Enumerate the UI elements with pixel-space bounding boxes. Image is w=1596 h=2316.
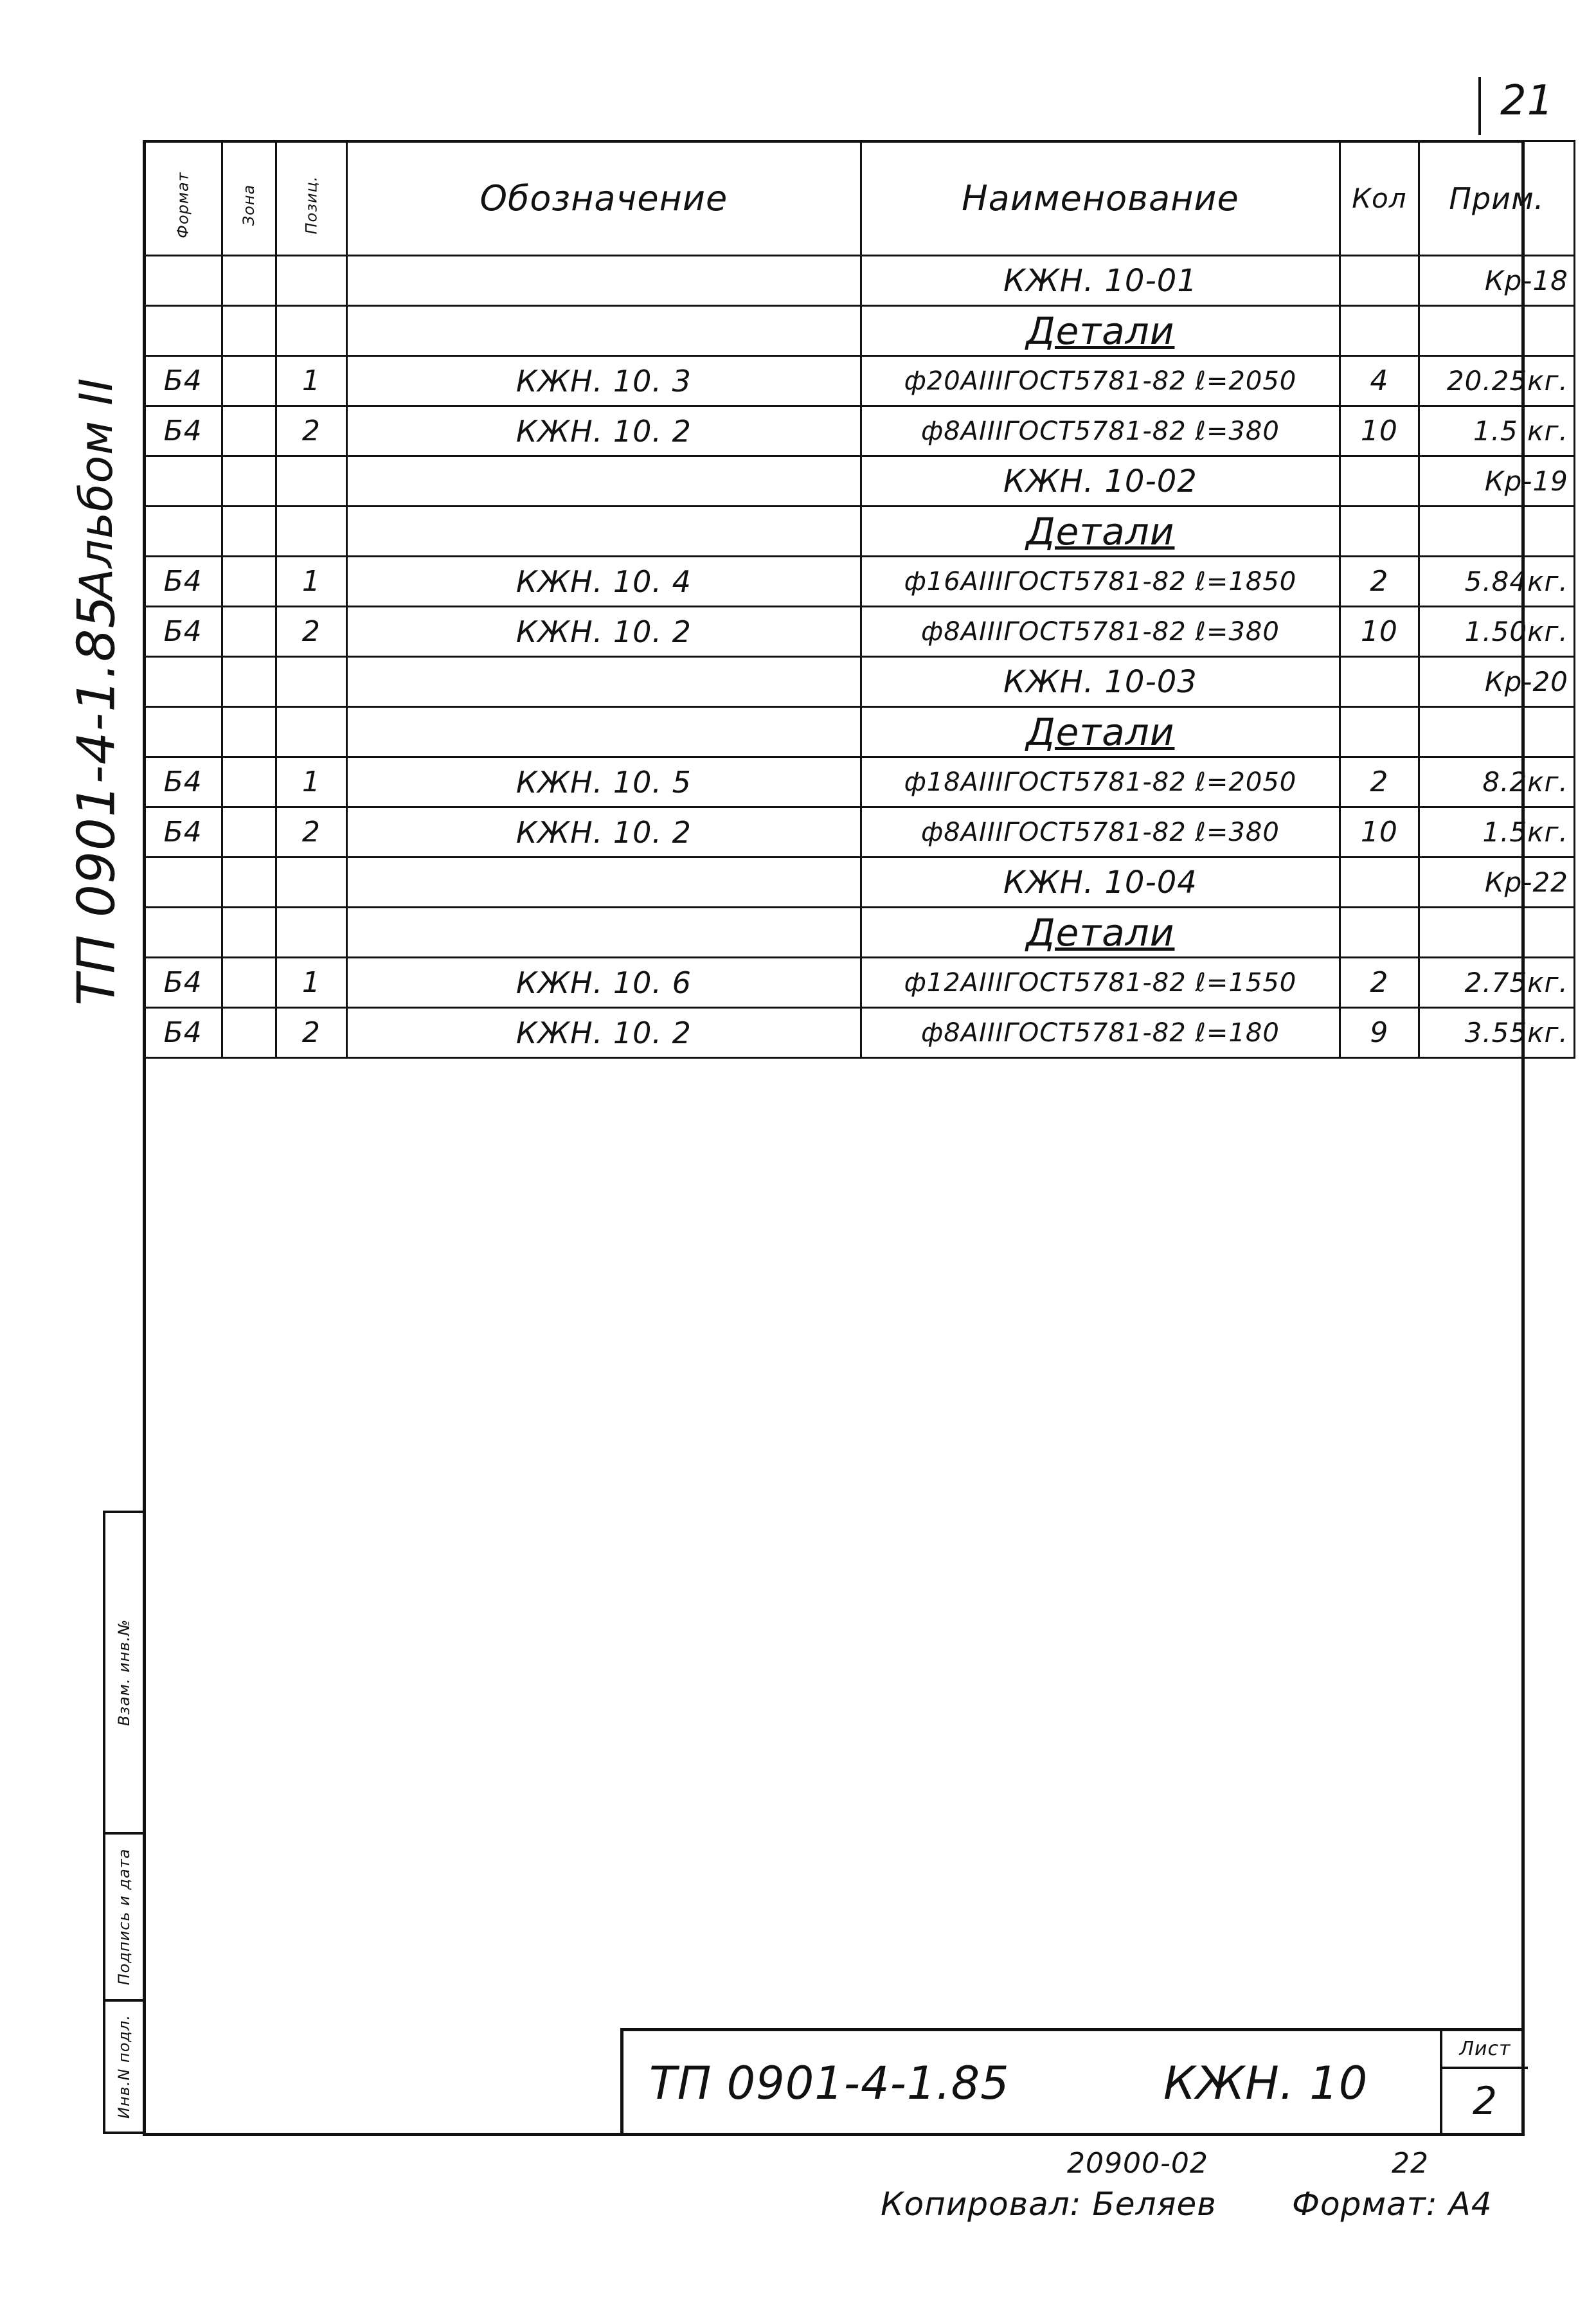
cell-format: Б4 xyxy=(144,757,222,807)
cell-format xyxy=(144,507,222,557)
cell-designation xyxy=(346,857,861,908)
cell-qty: 10 xyxy=(1340,607,1419,657)
cell-name: ф18АIIIГОСТ5781-82 ℓ=2050 xyxy=(861,757,1340,807)
cell-zone xyxy=(222,1008,276,1058)
cell-format xyxy=(144,908,222,958)
table-row xyxy=(144,557,1575,607)
cell-format: Б4 xyxy=(144,807,222,857)
cell-qty xyxy=(1340,657,1419,707)
cell-designation: КЖН. 10. 4 xyxy=(346,557,861,607)
cell-zone xyxy=(222,707,276,757)
cell-name: КЖН. 10-01 xyxy=(861,256,1340,306)
footer-copied: Копировал: Беляев xyxy=(881,2186,1217,2223)
cell-note: 1.5 кг. xyxy=(1419,406,1574,456)
cell-position xyxy=(276,306,346,356)
cell-qty xyxy=(1340,256,1419,306)
table-header-row xyxy=(144,141,1575,256)
cell-note xyxy=(1419,908,1574,958)
cell-qty: 2 xyxy=(1340,557,1419,607)
cell-format xyxy=(144,456,222,507)
cell-format: Б4 xyxy=(144,406,222,456)
stamp-inv-orig: Инв.N подл. xyxy=(115,2015,133,2119)
cell-designation xyxy=(346,456,861,507)
cell-name: КЖН. 10-02 xyxy=(861,456,1340,507)
cell-position: 2 xyxy=(276,1008,346,1058)
cell-qty: 4 xyxy=(1340,356,1419,406)
cell-designation xyxy=(346,657,861,707)
cell-name: ф20АIIIГОСТ5781-82 ℓ=2050 xyxy=(861,356,1340,406)
cell-format xyxy=(144,857,222,908)
cell-note: 1.5кг. xyxy=(1419,807,1574,857)
cell-designation xyxy=(346,707,861,757)
header-designation: Обозначение xyxy=(346,141,861,256)
side-album-text: Альбом II xyxy=(70,377,123,600)
cell-qty: 2 xyxy=(1340,757,1419,807)
cell-position xyxy=(276,657,346,707)
cell-format xyxy=(144,306,222,356)
table-row xyxy=(144,306,1575,356)
cell-position: 1 xyxy=(276,757,346,807)
cell-format: Б4 xyxy=(144,356,222,406)
cell-zone xyxy=(222,406,276,456)
cell-note: 1.50кг. xyxy=(1419,607,1574,657)
cell-name: ф8АIIIГОСТ5781-82 ℓ=180 xyxy=(861,1008,1340,1058)
cell-qty xyxy=(1340,857,1419,908)
header-position: Позиц. xyxy=(276,141,346,256)
approval-stamp xyxy=(103,1511,145,2134)
header-note: Прим. xyxy=(1419,141,1574,256)
cell-position xyxy=(276,507,346,557)
cell-designation: КЖН. 10. 2 xyxy=(346,607,861,657)
table-row xyxy=(144,657,1575,707)
table-row xyxy=(144,356,1575,406)
table-row xyxy=(144,908,1575,958)
cell-note xyxy=(1419,306,1574,356)
side-title-text: ТП 0901-4-1.85 xyxy=(66,595,127,1006)
cell-name: Детали xyxy=(861,908,1340,958)
table-row xyxy=(144,456,1575,507)
cell-note xyxy=(1419,707,1574,757)
cell-designation: КЖН. 10. 5 xyxy=(346,757,861,807)
cell-designation: КЖН. 10. 2 xyxy=(346,1008,861,1058)
cell-note: 20.25кг. xyxy=(1419,356,1574,406)
specification-table xyxy=(143,140,1575,1059)
cell-format xyxy=(144,707,222,757)
cell-zone xyxy=(222,456,276,507)
stamp-replace-inv: Взам. инв.№ xyxy=(105,1513,143,1835)
cell-designation: КЖН. 10. 6 xyxy=(346,958,861,1008)
footer-inventory: 20900-02 xyxy=(1067,2147,1208,2180)
sheet-number: 2 xyxy=(1472,2079,1498,2124)
cell-note: 2.75кг. xyxy=(1419,958,1574,1008)
title-block-code: КЖН. 10 xyxy=(1163,2057,1368,2110)
cell-format: Б4 xyxy=(144,1008,222,1058)
cell-note: Кр-18 xyxy=(1419,256,1574,306)
cell-name: ф16АIIIГОСТ5781-82 ℓ=1850 xyxy=(861,557,1340,607)
cell-qty xyxy=(1340,507,1419,557)
cell-zone xyxy=(222,507,276,557)
cell-format: Б4 xyxy=(144,958,222,1008)
cell-format xyxy=(144,657,222,707)
cell-zone xyxy=(222,807,276,857)
table-body xyxy=(144,256,1575,1058)
cell-zone xyxy=(222,958,276,1008)
cell-name: Детали xyxy=(861,507,1340,557)
cell-qty: 10 xyxy=(1340,406,1419,456)
cell-zone xyxy=(222,256,276,306)
header-qty: Кол xyxy=(1340,141,1419,256)
cell-note: 3.55кг. xyxy=(1419,1008,1574,1058)
cell-position xyxy=(276,256,346,306)
cell-designation xyxy=(346,507,861,557)
title-block xyxy=(620,2028,1525,2136)
table-row xyxy=(144,256,1575,306)
cell-position: 1 xyxy=(276,557,346,607)
cell-designation xyxy=(346,908,861,958)
cell-format xyxy=(144,256,222,306)
cell-position: 1 xyxy=(276,958,346,1008)
cell-note: Кр-20 xyxy=(1419,657,1574,707)
cell-name: Детали xyxy=(861,707,1340,757)
cell-name: КЖН. 10-04 xyxy=(861,857,1340,908)
footer-number: 22 xyxy=(1392,2147,1429,2180)
cell-name: ф8АIIIГОСТ5781-82 ℓ=380 xyxy=(861,607,1340,657)
cell-position: 2 xyxy=(276,406,346,456)
cell-designation xyxy=(346,256,861,306)
cell-note: 8.2кг. xyxy=(1419,757,1574,807)
table-row xyxy=(144,607,1575,657)
table-row xyxy=(144,507,1575,557)
stamp-sign-date: Подпись и дата xyxy=(105,1835,143,2002)
cell-qty xyxy=(1340,306,1419,356)
cell-position xyxy=(276,456,346,507)
cell-qty xyxy=(1340,707,1419,757)
cell-format: Б4 xyxy=(144,607,222,657)
cell-name: ф8АIIIГОСТ5781-82 ℓ=380 xyxy=(861,406,1340,456)
cell-qty: 2 xyxy=(1340,958,1419,1008)
cell-name: ф8АIIIГОСТ5781-82 ℓ=380 xyxy=(861,807,1340,857)
cell-position xyxy=(276,857,346,908)
cell-name: КЖН. 10-03 xyxy=(861,657,1340,707)
cell-note: Кр-19 xyxy=(1419,456,1574,507)
cell-position: 1 xyxy=(276,356,346,406)
cell-format: Б4 xyxy=(144,557,222,607)
cell-zone xyxy=(222,306,276,356)
table-row xyxy=(144,1008,1575,1058)
cell-designation: КЖН. 10. 2 xyxy=(346,406,861,456)
cell-position: 2 xyxy=(276,607,346,657)
page-number: 21 xyxy=(1478,77,1581,135)
sheet-label: Лист xyxy=(1442,2031,1528,2069)
cell-note: Кр-22 xyxy=(1419,857,1574,908)
cell-designation xyxy=(346,306,861,356)
cell-note xyxy=(1419,507,1574,557)
header-name: Наименование xyxy=(861,141,1340,256)
cell-note: 5.84кг. xyxy=(1419,557,1574,607)
cell-zone xyxy=(222,908,276,958)
table-row xyxy=(144,406,1575,456)
cell-position xyxy=(276,908,346,958)
cell-designation: КЖН. 10. 2 xyxy=(346,807,861,857)
table-row xyxy=(144,807,1575,857)
cell-zone xyxy=(222,657,276,707)
cell-name: Детали xyxy=(861,306,1340,356)
title-block-doc: ТП 0901-4-1.85 xyxy=(649,2057,1010,2110)
cell-zone xyxy=(222,857,276,908)
cell-qty: 10 xyxy=(1340,807,1419,857)
cell-name: ф12АIIIГОСТ5781-82 ℓ=1550 xyxy=(861,958,1340,1008)
cell-zone xyxy=(222,757,276,807)
cell-qty: 9 xyxy=(1340,1008,1419,1058)
cell-position xyxy=(276,707,346,757)
cell-qty xyxy=(1340,456,1419,507)
table-row xyxy=(144,757,1575,807)
table-row xyxy=(144,958,1575,1008)
cell-position: 2 xyxy=(276,807,346,857)
cell-zone xyxy=(222,356,276,406)
cell-zone xyxy=(222,607,276,657)
header-zone: Зона xyxy=(222,141,276,256)
cell-zone xyxy=(222,557,276,607)
table-row xyxy=(144,857,1575,908)
title-block-sheet xyxy=(1440,2031,1528,2136)
header-format: Формат xyxy=(144,141,222,256)
table-row xyxy=(144,707,1575,757)
cell-designation: КЖН. 10. 3 xyxy=(346,356,861,406)
cell-qty xyxy=(1340,908,1419,958)
footer-format: Формат: А4 xyxy=(1292,2186,1493,2223)
